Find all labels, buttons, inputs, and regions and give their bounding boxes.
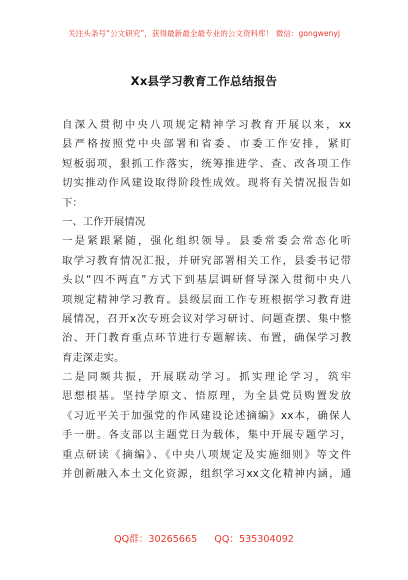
body-line: 一是紧跟紧随，强化组织领导。县委常委会常态化听 [62,235,351,248]
body-line: 项规定精神学习教育。县级层面工作专班根据学习教育进 [62,293,351,306]
body-line: 手一册。各支部以主题党日为载体，集中开展专题学习， [62,429,351,442]
document-title: Xx县学习教育工作总结报告 [130,74,278,88]
body-line: 二是同频共振，开展联动学习。抓实理论学习，筑牢 [62,371,351,384]
body-line: 《习近平关于加强党的作风建设论述摘编》xx本，确保人 [62,409,351,422]
body-line: 取学习教育情况汇报，并研究部署相关工作，县委书记带 [62,254,351,267]
body-line: 短板弱项，狠抓工作落实，统筹推进学、查、改各项工作 [62,157,351,170]
body-line: 重点研读《摘编》、《中央八项规定及实施细则》等文件 [62,448,351,461]
body-line: 切实推动作风建设取得阶段性成效。现将有关情况报告如 [62,177,351,190]
document-body [62,116,351,484]
footer-qq-number: QQ：535304092 [214,534,294,545]
body-line: 并创新融入本土文化资源，组织学习xx文化精神内涵，通 [62,468,351,481]
body-line: 治、开门教育重点环节进行专题解读、布置，确保学习教 [62,332,351,345]
body-line: 展情况，召开x次专班会议对学习研讨、问题查摆、集中整 [62,312,351,325]
footer-contact [0,534,408,546]
body-line: 下： [62,196,83,209]
body-line: 县严格按照党中央部署和省委、市委工作安排，紧盯 [62,138,351,151]
header-notice: 关注头条号“公文研究”，获得最新最全最专业的公文资料库！ 微信：gongwenyj [68,29,340,38]
body-line: 自深入贯彻中央八项规定精神学习教育开展以来，xx [62,119,351,131]
section-heading: 一、工作开展情况 [62,215,146,228]
body-line: 头以“四不两直”方式下到基层调研督导深入贯彻中央八 [62,274,351,287]
footer-qq-group: QQ群：30265665 [114,534,198,545]
body-line: 育走深走实。 [62,351,125,364]
body-line: 思想根基。坚持学原文、悟原理，为全县党员购置发放 [62,390,351,403]
